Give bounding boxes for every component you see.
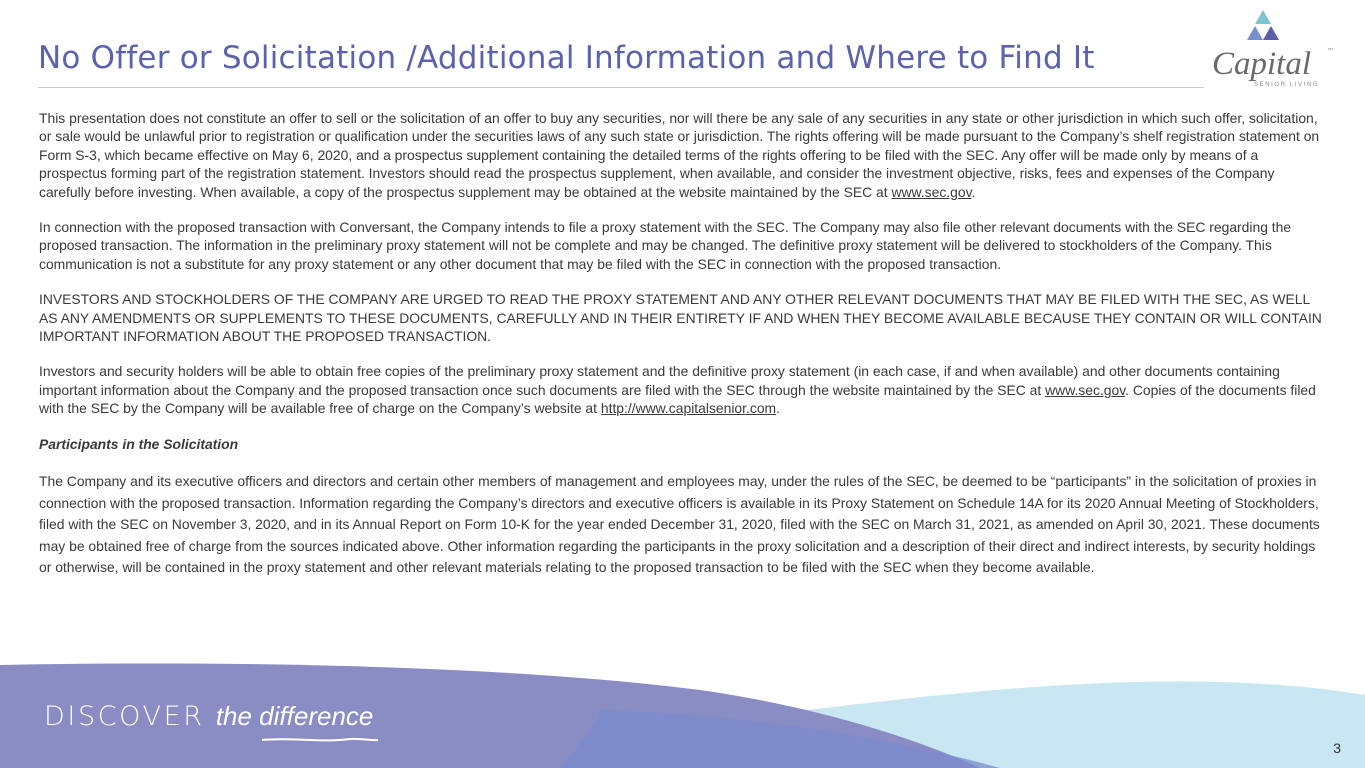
paragraph-offer (39, 109, 1324, 201)
page-number: 3 (1333, 740, 1341, 756)
tagline-discover: DISCOVER (44, 701, 205, 732)
logo-trademark: ™ (1327, 48, 1333, 54)
paragraph-transaction: In connection with the proposed transaction with Conversant, the Company intends to file a proxy statement with the SEC. The Company may also file other relevant documents with the SEC regarding the proposed transaction. The information in the preliminary proxy statement will not be complete and may be changed. The definitive proxy statement will be delivered to stockholders of the Company. This communication is not a substitute for any proxy statement or any other document that may be filed with the SEC in connection with the proposed transaction. (39, 219, 1292, 272)
paragraph-participants: The Company and its executive officers and directors and certain other members of management and employees may, under the rules of the SEC, be deemed to be “participants” in the solicitation of proxies in connection with the proposed transaction. Information regarding the Company’s directors and executive officers is available in its Proxy Statement on Schedule 14A for its 2020 Annual Meeting of Stockholders, filed with the SEC on November 3, 2020, and in its Annual Report on Form 10-K for the year ended December 31, 2020, filed with the SEC on March 31, 2021, as amended on April 30, 2021. These documents may be obtained free of charge from the sources indicated above. Other information regarding the participants in the proxy solicitation and a description of their direct and indirect interests, by security holdings or otherwise, will be contained in the proxy statement and other relevant materials relating to the proposed transaction to be filed with the SEC when they become available. (39, 473, 1320, 576)
paragraph-warning: INVESTORS AND STOCKHOLDERS OF THE COMPANY ARE URGED TO READ THE PROXY STATEMENT AND ANY OTHER RELEVANT DOCUMENTS THAT MAY BE FILED WITH THE SEC, AS WELL AS ANY AMENDMENTS OR SUPPLEMENTS TO THESE DOCUMENTS, CAREFULLY AND IN THEIR ENTIRETY IF AND WHEN THEY BECOME AVAILABLE BECAUSE THEY CONTAIN OR WILL CONTAIN IMPORTANT INFORMATION ABOUT THE PROPOSED TRANSACTION. (39, 291, 1322, 345)
paragraph-end: . (776, 400, 780, 417)
logo-wordmark: Capital (1212, 46, 1312, 82)
sec-link[interactable]: www.sec.gov (1045, 381, 1126, 398)
page-title: No Offer or Solicitation /Additional Information and Where to Find It (38, 40, 1095, 76)
paragraph-text: . Copies of the documents filed with the SEC by the Company will be available free of charge on the Company’s website at (39, 381, 1316, 417)
paragraph-text: This presentation does not constitute an offer to sell or the solicitation of an offer to buy any securities, nor will there be any sale of any securities in any state or other jurisdiction in which such offer, solicitation, or sale would be unlawful prior to registration or qualification under the securities laws of any such state or jurisdiction. The rights offering will be made pursuant to the Company’s shelf registration statement on Form S-3, which became effective on May 6, 2020, and a prospectus supplement containing the detailed terms of the rights offering to be filed with the SEC. Any offer will be made only by means of a prospectus forming part of the registration statement. Investors should read the prospectus supplement, when available, and consider the investment objective, risks, fees and expenses of the Company carefully before investing. When available, a copy of the prospectus supplement may be obtained at the website maintained by the SEC at (39, 110, 1320, 200)
paragraph-text: Investors and security holders will be able to obtain free copies of the preliminary proxy statement and the definitive proxy statement (in each case, if and when available) and other documents containing important information about the Company and the proposed transaction once such documents are filed with the SEC through the website maintained by the SEC at (39, 363, 1280, 398)
company-logo (1208, 8, 1338, 90)
paragraph-free-copies (39, 362, 1324, 417)
section-heading: Participants in the Solicitation (39, 435, 239, 452)
paragraph-end: . (971, 183, 976, 200)
sec-link[interactable]: www.sec.gov (891, 183, 972, 200)
tagline-difference: the difference (215, 701, 374, 731)
company-website-link[interactable]: http://www.capitalsenior.com (600, 400, 777, 417)
disclosure-body (39, 109, 1324, 579)
logo-triangles-icon (1208, 8, 1338, 48)
logo-subtitle: SENIOR LIVING (1254, 82, 1320, 88)
title-divider (38, 87, 1204, 88)
footer-tagline (44, 701, 373, 732)
